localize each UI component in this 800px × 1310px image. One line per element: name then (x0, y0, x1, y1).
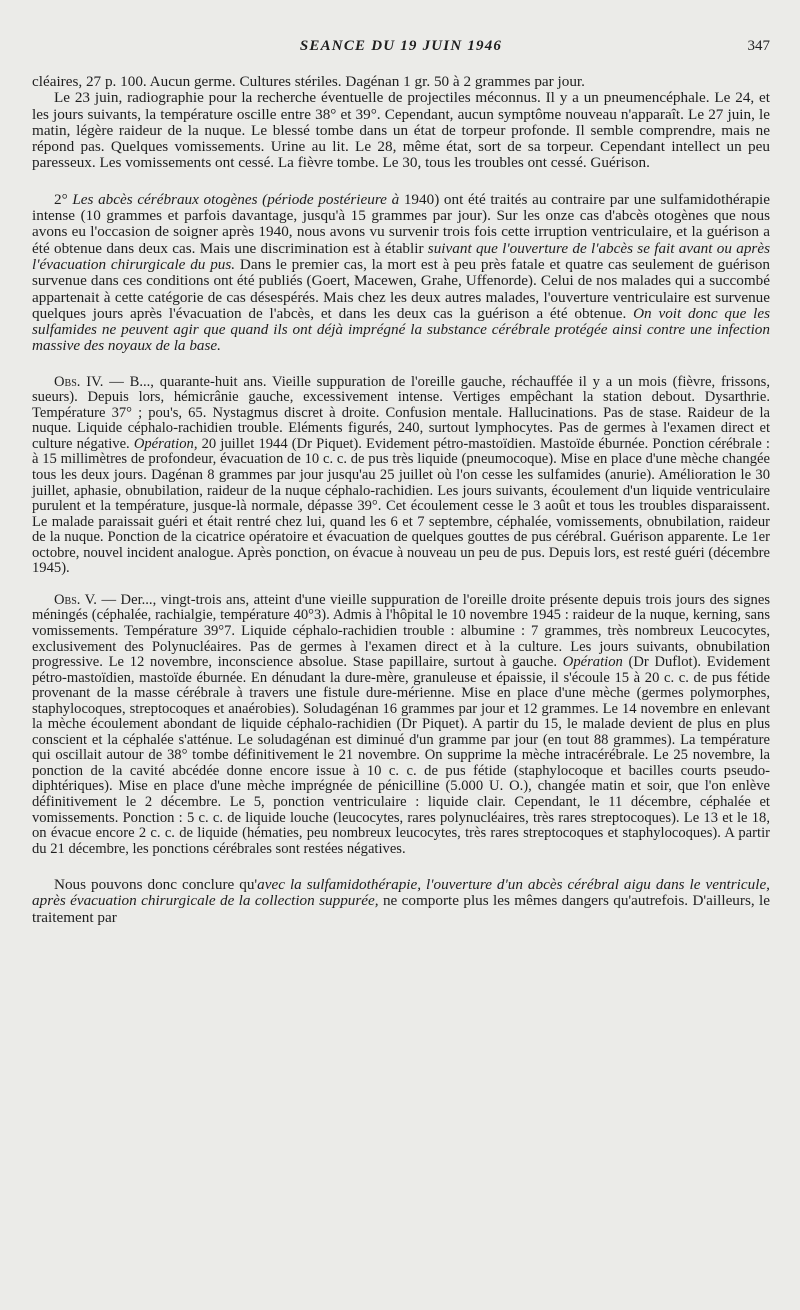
observation-label: Obs. V. (54, 591, 97, 608)
paragraph-conclusion: Nous pouvons donc conclure qu'avec la sulfamidothérapie, l'ouverture d'un abcès cérébral aigu dans le ventricule, après évacuation chirurgicale de la collection suppurée, ne comporte plus les mêmes dangers qu'autrefois. D'ailleurs, le traitement par (32, 876, 770, 926)
observation-iv: Obs. IV. — B..., quarante-huit ans. Vieille suppuration de l'oreille gauche, réchauffée il y a un mois (fièvre, frissons, sueurs). Depuis lors, hémicrânie gauche, excessivement intense. Vertiges empêchant la station debout. Dysarthrie. Température 37° ; pou's, 65. Nystagmus discret à droite. Confusion mentale. Hallucinations. Pas de stase. Raideur de la nuque. Liquide céphalo-rachidien trouble. Eléments figurés, 240, surtout lymphocytes. Pas de germes à l'examen direct et culture négative. Opération, 20 juillet 1944 (Dr Piquet). Evidement pétro-mastoïdien. Mastoïde éburnée. Ponction cérébrale : à 15 millimètres de profondeur, évacuation de 10 c. c. de pus très liquide (pneumocoque). Mise en place d'une mèche changée tous les deux jours. Dagénan 8 grammes par jour jusqu'au 25 juillet où l'on cesse les sulfamides (anurie). Amélioration le 30 juillet, aphasie, obnubilation, raideur de la nuque céphalo-rachidien. Les jours suivants, écoulement d'un liquide ventriculaire purulent et la température, jusque-là normale, dépasse 39°. Cet écoulement cesse le 3 août et tous les troubles disparaissent. Le malade paraissait guéri et était rentré chez lui, quand les 6 et 7 septembre, céphalée, vomissements, obnubilation, raideur de la nuque. Ponction de la cicatrice opératoire et évacuation de quelques gouttes de pus cérébral. Guérison apparente. Le 1er octobre, nouvel incident analogue. Après ponction, on évacue à nouveau un peu de pus. Depuis lors, est resté guéri (décembre 1945). (32, 373, 771, 577)
page-number: 347 (747, 38, 770, 54)
observation-v: Obs. V. — Der..., vingt-trois ans, atteint d'une vieille suppuration de l'oreille droite présente depuis trois jours des signes méningés (céphalée, rachialgie, température 40°3). Admis à l'hôpital le 10 novembre 1945 : raideur de la nuque, kerning, sans vomissements. Température 39°7. Liquide céphalo-rachidien trouble : albumine : 7 grammes, très nombreux Leucocytes, exclusivement des Polynucléaires. Pas de germes à l'examen direct et à la culture. Les jours suivants, obnubilation progressive. Le 12 novembre, inconscience absolue. Stase papillaire, surtout à gauche. Opération (Dr Duflot). Evidement pétro-mastoïdien, mastoïde éburnée. En dénudant la dure-mère, granuleuse et épaissie, il s'écoule 15 à 20 c. c. de pus fétide provenant de la masse cérébrale à travers une fistule dure-mérienne. Mise en place d'une mèche (germes polymorphes, staphylocoques, streptocoques et anaérobies). Soludagénan 16 grammes par jour et 12 grammes. Le 14 novembre en enlevant la mèche écoulement abondant de liquide céphalo-rachidien (Dr Piquet). A partir du 15, le malade devient de plus en plus conscient et la céphalée s'atténue. Le soludagénan est diminué d'un gramme par jour (en tout 88 grammes). La température qui oscillait autour de 38° tombe définitivement le 21 novembre. On supprime la mèche intracérébrale. Le 25 novembre, la ponction de la cavité abcédée donne encore issue à 10 c. c. de pus fétide (staphylocoque et bacilles courts pseudo-diphtériques). Mise en place d'une mèche imprégnée de pénicilline (5.000 U. O.), changée matin et soir, que l'on enlève définitivement le 2 décembre. Le 5, ponction ventriculaire : liquide clair. Cependant, le 11 décembre, céphalée et vomissements. Ponction : 5 c. c. de liquide louche (leucocytes, rares polynucléaires, très rares streptocoques). Le 13 et le 18, on évacue encore 2 c. c. de liquide (hématies, peu nombreux leucocytes, très rares streptocoques et staphylocoques). A partir du 21 décembre, les ponctions cérébrales sont restées négatives. (32, 591, 771, 857)
paragraph-continuation: cléaires, 27 p. 100. Aucun germe. Cultures stériles. Dagénan 1 gr. 50 à 2 grammes par jour. (32, 73, 585, 90)
article-body (32, 74, 770, 926)
running-title: SEANCE DU 19 JUIN 1946 (299, 38, 503, 54)
paragraph-otogenic-abscesses: 2° Les abcès cérébraux otogènes (période postérieure à 1940) ont été traités au contraire par une sulfamidothérapie intense (10 grammes et parfois davantage, jusqu'à 15 grammes par jour). Sur les onze cas d'abcès otogènes que nous avons eu l'occasion de soigner après 1940, nous avons vu survenir trois fois cette irruption ventriculaire, et la guérison a été obtenue dans deux cas. Mais une discrimination est à établir suivant que l'ouverture de l'abcès se fait avant ou après l'évacuation chirurgicale du pus. Dans le premier cas, la mort est à peu près fatale et quatre cas seulement de guérison survenue dans ces conditions ont été publiés (Goert, Macewen, Grahe, Uffenorde). Celui de nos malades qui a succombé appartenait à cette catégorie de cas désespérés. Mais chez les deux autres malades, l'ouverture ventriculaire est survenue quelques jours après l'évacuation de l'abcès, et dans les deux cas la guérison a été obtenue. On voit donc que les sulfamides ne peuvent agir que quand ils ont déjà imprégné la substance cérébrale protégée ainsi contre une infection massive des noyaux de la base. (32, 190, 771, 355)
page-header (32, 38, 770, 60)
observation-label: Obs. IV. (54, 373, 104, 390)
paragraph-case-evolution: Le 23 juin, radiographie pour la recherche éventuelle de projectiles méconnus. Il y a un pneumencéphale. Le 24, et les jours suivants, la température oscille entre 38° et 39°. Cependant, aucun symptôme nouveau n'apparaît. Le 27 juin, le matin, légère raideur de la nuque. Le blessé tombe dans un état de torpeur profonde. Il semble comprendre, mais ne répond pas. Quelques vomissements. Urine au lit. Le 28, même état, sort de sa torpeur. Cependant intellect un peu paresseux. Les vomissements ont cessé. La fièvre tombe. Le 30, tous les troubles ont cessé. Guérison. (32, 89, 770, 172)
